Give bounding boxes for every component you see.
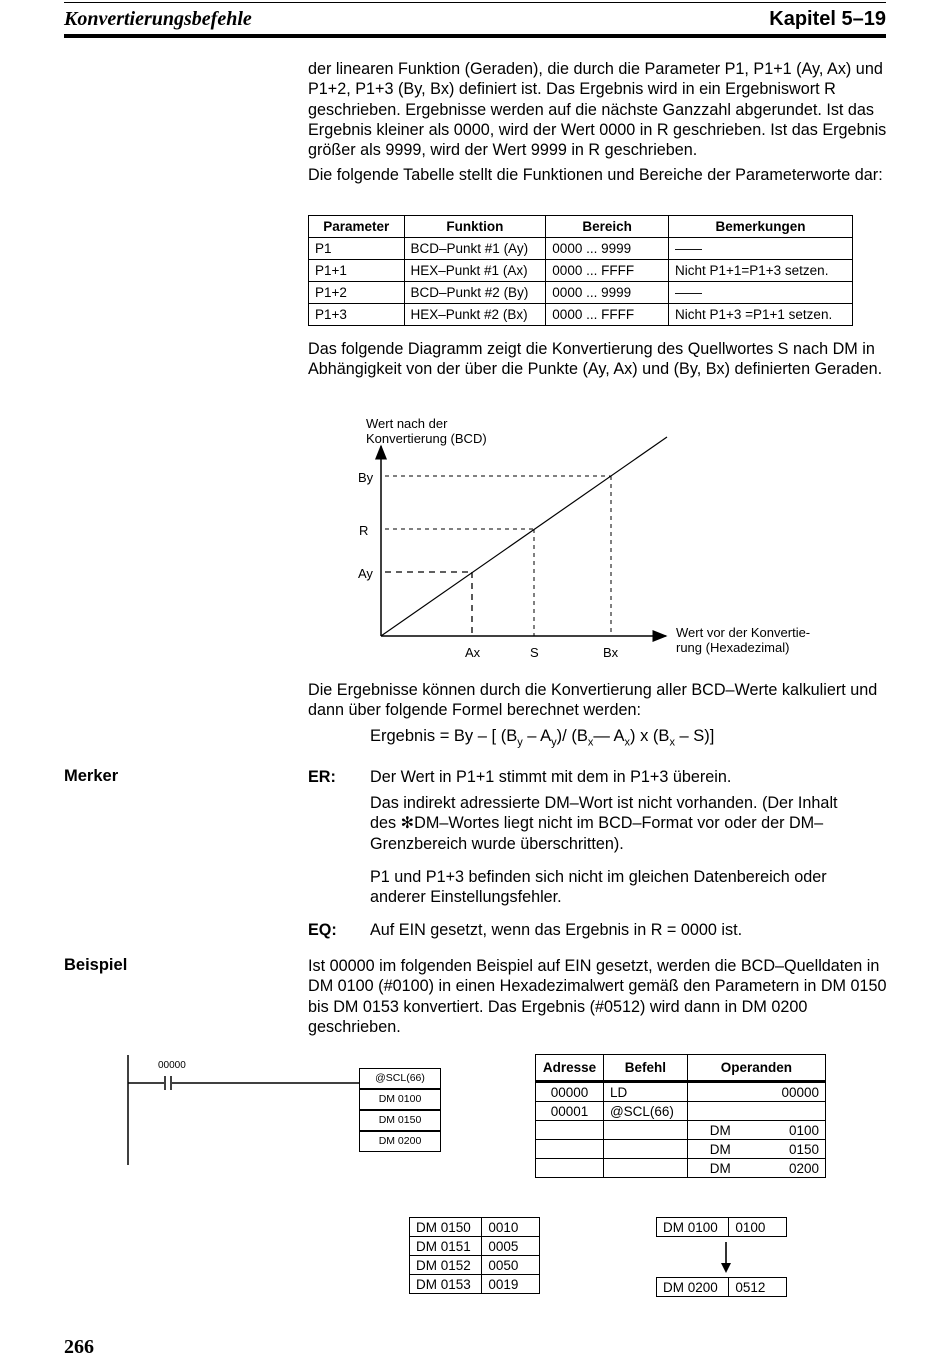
table-cell: P1+1 <box>309 260 405 282</box>
section-label-merker: Merker <box>64 767 119 785</box>
table-cell <box>603 1140 687 1159</box>
table-header: Funktion <box>404 216 546 238</box>
table-cell <box>536 1121 604 1140</box>
formula-part: – S)] <box>674 727 715 745</box>
tick-label-by: By <box>358 470 374 485</box>
table-cell: DM 0153 <box>410 1275 482 1294</box>
table-row <box>536 1102 826 1121</box>
table-row <box>309 304 853 326</box>
table-cell: 0005 <box>482 1237 540 1256</box>
table-cell: 00000 <box>747 1082 825 1102</box>
parameter-table <box>308 215 853 326</box>
table-cell: Nicht P1+1=P1+3 setzen. <box>668 260 852 282</box>
conversion-diagram <box>340 412 840 667</box>
diagram-intro-paragraph: Das folgende Diagramm zeigt die Konvertierung des Quellwortes S nach DM in Abhängigkeit von der über die Punkte (Ay, Ax) und (By, Bx) definierten Geraden. <box>308 340 883 379</box>
tick-label-bx: Bx <box>603 645 619 660</box>
table-row <box>410 1275 540 1294</box>
table-cell: DM 0152 <box>410 1256 482 1275</box>
table-cell <box>536 1140 604 1159</box>
tick-label-r: R <box>359 523 369 538</box>
instruction-box: @SCL(66) <box>359 1068 441 1089</box>
x-axis-label-line1: Wert vor der Konvertie- <box>676 625 811 640</box>
table-cell: @SCL(66) <box>603 1102 687 1121</box>
table-cell: BCD–Punkt #2 (By) <box>404 282 546 304</box>
table-cell: DM <box>687 1121 747 1140</box>
table-cell: 0050 <box>482 1256 540 1275</box>
table-cell: 0150 <box>747 1140 825 1159</box>
table-header-row <box>309 216 853 238</box>
operand-box: DM 0100 <box>359 1089 441 1110</box>
table-cell: —— <box>668 238 852 260</box>
table-cell <box>747 1102 825 1121</box>
er-tag: ER: <box>308 768 336 786</box>
formula-sub: y <box>551 736 557 749</box>
table-cell: DM 0100 <box>657 1218 729 1237</box>
table-row <box>309 260 853 282</box>
table-cell: DM 0150 <box>410 1218 482 1237</box>
table-cell: DM <box>687 1159 747 1178</box>
y-axis-label-line1: Wert nach der <box>366 416 448 431</box>
table-cell: HEX–Punkt #1 (Ax) <box>404 260 546 282</box>
table-row <box>309 282 853 304</box>
tick-label-ay: Ay <box>358 566 373 581</box>
header-chapter: Kapitel 5–19 <box>769 8 886 30</box>
table-row <box>410 1237 540 1256</box>
operand-box: DM 0150 <box>359 1110 441 1131</box>
mnemonic-header: Adresse <box>536 1055 604 1082</box>
table-cell: 0010 <box>482 1218 540 1237</box>
beispiel-paragraph: Ist 00000 im folgenden Beispiel auf EIN gesetzt, werden die BCD–Quelldaten in DM 0100 (#0100) in einen Hexadezimalwert gemäß den Parametern in DM 0150 bis DM 0153 konvertiert. Das Ergebnis (#0512) wird dann in DM 0200 geschrieben. <box>308 957 887 1036</box>
table-cell: 0200 <box>747 1159 825 1178</box>
table-cell: 0100 <box>729 1218 787 1237</box>
formula-sub: x <box>587 736 594 749</box>
table-cell <box>603 1159 687 1178</box>
table-cell: 0019 <box>482 1275 540 1294</box>
table-row <box>410 1256 540 1275</box>
operand-box: DM 0200 <box>359 1131 441 1152</box>
y-axis-label-line2: Konvertierung (BCD) <box>366 431 487 446</box>
formula <box>370 726 714 753</box>
mnemonic-table <box>535 1054 826 1178</box>
table-cell: 0000 ... FFFF <box>546 304 669 326</box>
table-cell: 0512 <box>729 1278 787 1297</box>
table-cell <box>603 1121 687 1140</box>
table-intro-paragraph: Die folgende Tabelle stellt die Funktionen und Bereiche der Parameterworte dar: <box>308 166 883 184</box>
table-cell <box>687 1102 747 1121</box>
er-text-3: P1 und P1+3 befinden sich nicht im gleichen Datenbereich oder anderer Einstellungsfehler. <box>370 868 827 907</box>
table-cell: DM 0151 <box>410 1237 482 1256</box>
result-word-table <box>656 1277 787 1297</box>
parameter-example-table <box>409 1217 540 1294</box>
eq-text: Auf EIN gesetzt, wenn das Ergebnis in R = 0000 ist. <box>370 921 743 939</box>
table-cell: 00001 <box>536 1102 604 1121</box>
table-cell: Nicht P1+3 =P1+1 setzen. <box>668 304 852 326</box>
header-top-line <box>64 2 886 3</box>
formula-part: ) x (B <box>630 727 670 745</box>
table-cell: 0000 ... 9999 <box>546 238 669 260</box>
tick-label-ax: Ax <box>465 645 481 660</box>
conversion-arrow <box>716 1240 736 1276</box>
table-row <box>410 1218 540 1237</box>
table-cell <box>536 1159 604 1178</box>
formula-part: )/ (B <box>556 727 588 745</box>
table-cell: 0000 ... FFFF <box>546 260 669 282</box>
table-row <box>536 1121 826 1140</box>
intro-paragraph: der linearen Funktion (Geraden), die durch die Parameter P1, P1+1 (Ay, Ax) und P1+2, P1+3 (By, Bx) definiert ist. Das Ergebnis wird in ein Ergebniswort R geschrieben. Ergebnisse werden auf die nächste Ganzzahl abgerundet. Ist das Ergebnis kleiner als 0000, wird der Wert 0000 in R geschrieben. Ist das Ergebnis größer als 9999, wird der Wert 9999 in R geschrieben. <box>308 60 887 160</box>
table-cell <box>687 1082 747 1102</box>
table-cell: DM 0200 <box>657 1278 729 1297</box>
table-cell: —— <box>668 282 852 304</box>
header-title: Konvertierungsbefehle <box>64 8 252 30</box>
formula-part: — A <box>593 727 625 745</box>
mnemonic-header-row <box>536 1055 826 1082</box>
page-number: 266 <box>64 1336 94 1358</box>
formula-part: Ergebnis = By – [ (B <box>370 727 518 745</box>
conversion-line <box>381 437 667 636</box>
table-header: Bemerkungen <box>668 216 852 238</box>
formula-sub: x <box>624 736 631 749</box>
table-cell: P1 <box>309 238 405 260</box>
formula-sub: y <box>517 736 523 749</box>
section-label-beispiel: Beispiel <box>64 956 128 974</box>
er-text-2: Das indirekt adressierte DM–Wort ist nicht vorhanden. (Der Inhalt des ✻DM–Wortes liegt nicht im BCD–Format vor oder der DM–Grenzbereich wurde überschritten). <box>370 794 838 853</box>
eq-tag: EQ: <box>308 921 337 939</box>
table-header: Bereich <box>546 216 669 238</box>
formula-intro-paragraph: Die Ergebnisse können durch die Konvertierung aller BCD–Werte kalkuliert und dann über folgende Formel berechnet werden: <box>308 681 878 720</box>
formula-sub: x <box>669 736 675 749</box>
table-cell: P1+3 <box>309 304 405 326</box>
table-cell: 0000 ... 9999 <box>546 282 669 304</box>
table-row <box>536 1159 826 1178</box>
table-row <box>536 1082 826 1102</box>
table-cell: LD <box>603 1082 687 1102</box>
tick-label-s: S <box>530 645 539 660</box>
contact-label: 00000 <box>158 1060 186 1071</box>
table-row <box>657 1218 787 1237</box>
table-row <box>309 238 853 260</box>
header-rule <box>64 34 886 38</box>
table-row <box>657 1278 787 1297</box>
table-header: Parameter <box>309 216 405 238</box>
mnemonic-header: Befehl <box>603 1055 687 1082</box>
table-cell: HEX–Punkt #2 (Bx) <box>404 304 546 326</box>
x-axis-label-line2: rung (Hexadezimal) <box>676 640 790 655</box>
source-word-table <box>656 1217 787 1237</box>
table-cell: BCD–Punkt #1 (Ay) <box>404 238 546 260</box>
table-row <box>536 1140 826 1159</box>
table-cell: DM <box>687 1140 747 1159</box>
er-text-1: Der Wert in P1+1 stimmt mit dem in P1+3 überein. <box>370 768 732 786</box>
table-cell: 00000 <box>536 1082 604 1102</box>
mnemonic-header: Operanden <box>687 1055 825 1082</box>
table-cell: P1+2 <box>309 282 405 304</box>
table-cell: 0100 <box>747 1121 825 1140</box>
formula-part: – A <box>522 727 552 745</box>
